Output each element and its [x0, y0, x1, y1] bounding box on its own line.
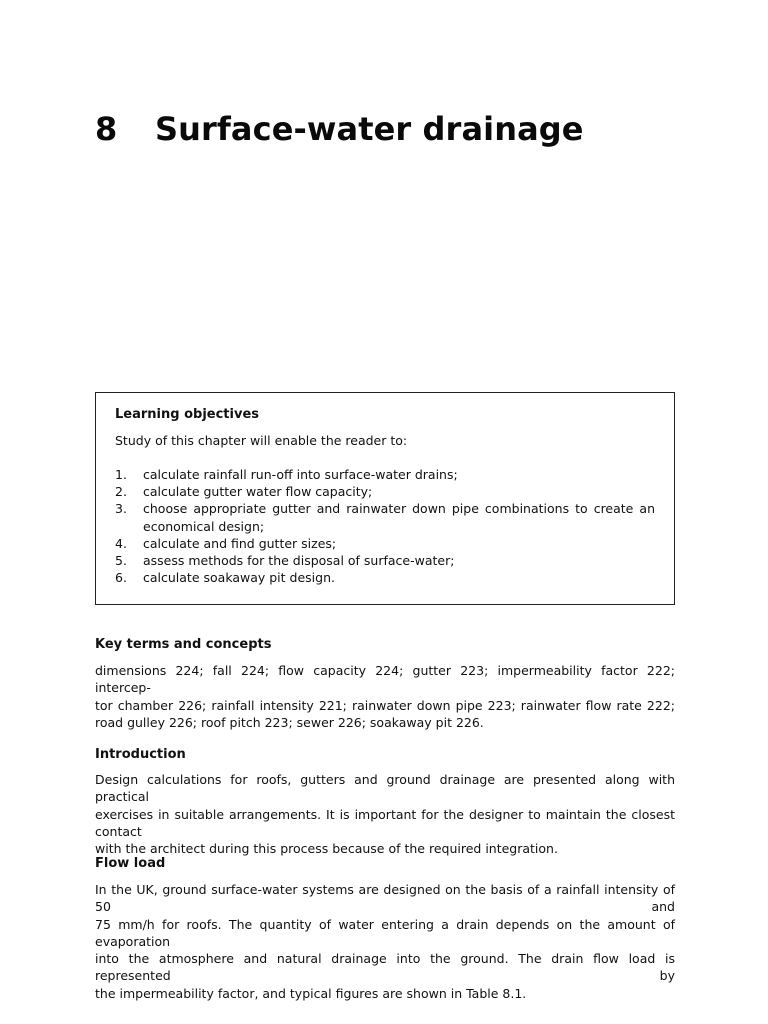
text-line: into the atmosphere and natural drainage into the ground. The drain flow load is represented by	[95, 951, 675, 984]
chapter-title-text: Surface-water drainage	[155, 110, 584, 148]
objective-number: 3.	[115, 501, 127, 517]
text-line: tor chamber 226; rainfall intensity 221; rainwater down pipe 223; rainwater flow rate 222;	[95, 697, 675, 713]
objective-item	[115, 466, 655, 483]
objective-item	[115, 500, 655, 534]
text-line: road gulley 226; roof pitch 223; sewer 226; soakaway pit 226.	[95, 714, 484, 730]
objective-item	[115, 552, 655, 569]
text-line: exercises in suitable arrangements. It is important for the designer to maintain the closest contact	[95, 806, 675, 839]
objective-text: choose appropriate gutter and rainwater down pipe combinations to create an economical design;	[143, 501, 655, 534]
objective-item	[115, 535, 655, 552]
objective-number: 2.	[115, 484, 127, 500]
objective-text: assess methods for the disposal of surface-water;	[143, 553, 455, 569]
objective-number: 1.	[115, 467, 127, 482]
objective-number: 5.	[115, 553, 127, 569]
learning-objectives-heading: Learning objectives	[115, 407, 259, 422]
objective-text: calculate and find gutter sizes;	[143, 535, 337, 551]
objective-number: 4.	[115, 535, 127, 551]
introduction-text	[95, 771, 675, 857]
key-terms-heading: Key terms and concepts	[95, 637, 272, 652]
objective-text: calculate soakaway pit design.	[143, 570, 335, 586]
text-line: with the architect during this process because of the required integration.	[95, 841, 558, 857]
flow-load-heading: Flow load	[95, 856, 166, 871]
objective-text: calculate rainfall run-off into surface-water drains;	[143, 467, 458, 482]
flow-load-text	[95, 881, 675, 1002]
learning-objectives-list	[115, 466, 655, 586]
chapter-number: 8	[95, 110, 118, 148]
text-line: dimensions 224; fall 224; flow capacity 224; gutter 223; impermeability factor 222; intercep-	[95, 663, 675, 696]
objective-text: calculate gutter water flow capacity;	[143, 484, 373, 500]
objective-item	[115, 483, 655, 500]
text-line: the impermeability factor, and typical figures are shown in Table 8.1.	[95, 985, 527, 1001]
key-terms-text	[95, 662, 675, 731]
text-line: 75 mm/h for roofs. The quantity of water entering a drain depends on the amount of evaporation	[95, 916, 675, 949]
learning-objectives-intro: Study of this chapter will enable the reader to:	[115, 433, 408, 448]
introduction-heading: Introduction	[95, 747, 186, 762]
chapter-title	[95, 110, 584, 148]
text-line: In the UK, ground surface-water systems are designed on the basis of a rainfall intensity of 50 and	[95, 882, 675, 915]
text-line: Design calculations for roofs, gutters and ground drainage are presented along with practical	[95, 772, 675, 805]
learning-objectives-box	[95, 392, 675, 605]
objective-item	[115, 569, 655, 586]
objective-number: 6.	[115, 570, 127, 586]
